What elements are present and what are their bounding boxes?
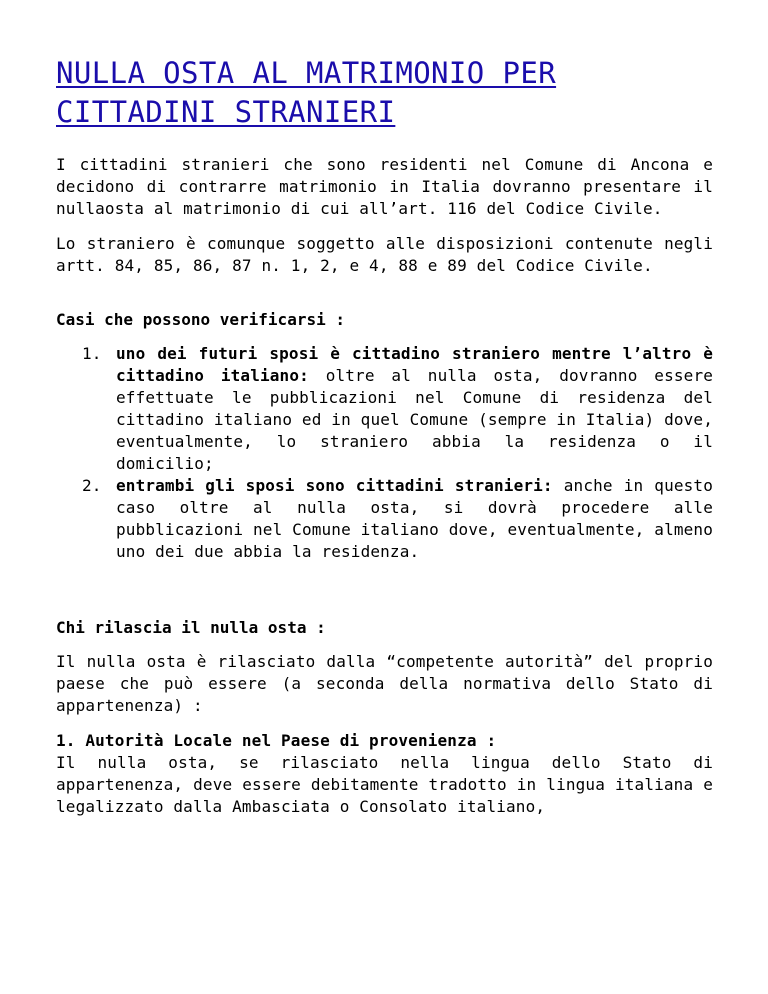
case-item-number: 1. bbox=[82, 344, 102, 363]
page-title bbox=[56, 54, 713, 132]
intro-paragraph: I cittadini stranieri che sono residenti nel Comune di Ancona e decidono di contrarre matrimonio in Italia dovranno presentare il nullaosta al matrimonio di cui all’art. 116 del Codice Civile. bbox=[56, 155, 713, 218]
section1-text: Il nulla osta, se rilasciato nella lingua dello Stato di appartenenza, deve essere debitamente tradotto in lingua italiana e legalizzato dalla Ambasciata o Consolato italiano, bbox=[56, 753, 713, 816]
section1-paragraph bbox=[56, 730, 713, 818]
case-item-text: anche in questo caso oltre al nulla osta, si dovrà procedere alle pubblicazioni nel Comune italiano dove, eventualmente, almeno uno dei due abbia la residenza. bbox=[116, 476, 713, 561]
case-item-text: oltre al nulla osta, dovranno essere effettuate le pubblicazioni nel Comune di residenza del cittadino italiano ed in quel Comune (sempre in Italia) dove, eventualmente, lo straniero abbia la residenza o il domicilio; bbox=[116, 366, 714, 473]
case-item-2 bbox=[56, 475, 713, 563]
cases-heading: Casi che possono verificarsi : bbox=[56, 310, 345, 329]
issuer-heading: Chi rilascia il nulla osta : bbox=[56, 618, 326, 637]
case-item-number: 2. bbox=[82, 476, 102, 495]
subject-paragraph: Lo straniero è comunque soggetto alle disposizioni contenute negli artt. 84, 85, 86, 87 n. 1, 2, e 4, 88 e 89 del Codice Civile. bbox=[56, 234, 713, 275]
case-item-bold: entrambi gli sposi sono cittadini stranieri: bbox=[116, 476, 553, 495]
cases-list bbox=[56, 343, 713, 563]
issuer-paragraph: Il nulla osta è rilasciato dalla “competente autorità” del proprio paese che può essere (a seconda della normativa dello Stato di appartenenza) : bbox=[56, 652, 713, 715]
case-item-bold: uno dei futuri sposi è cittadino straniero mentre l’altro è cittadino italiano: bbox=[116, 344, 713, 385]
case-item-1 bbox=[56, 343, 713, 475]
section1-title: 1. Autorità Locale nel Paese di provenienza : bbox=[56, 731, 497, 750]
document-page bbox=[56, 54, 713, 831]
page-title-link[interactable]: NULLA OSTA AL MATRIMONIO PER CITTADINI STRANIERI bbox=[56, 56, 557, 129]
